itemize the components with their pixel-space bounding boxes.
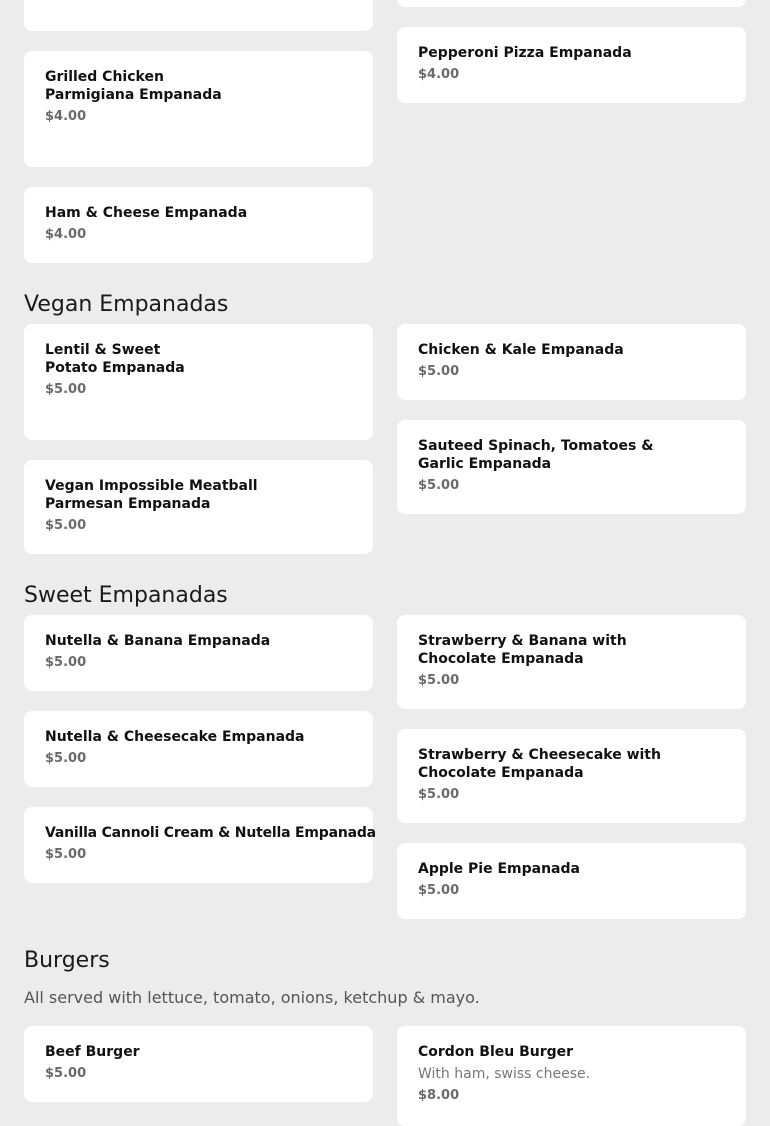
item-name: Sauteed Spinach, Tomatoes & Garlic Empanada <box>418 438 654 472</box>
item-name: Pepperoni Pizza Empanada <box>418 45 632 61</box>
menu-item-card[interactable] <box>24 51 373 167</box>
menu-item-card[interactable] <box>397 615 746 709</box>
item-name: Vanilla Cannoli Cream & Nutella Empanada <box>45 825 376 841</box>
menu-item-card[interactable] <box>397 729 746 823</box>
menu-item-card[interactable] <box>397 324 746 400</box>
item-price: $5.00 <box>45 655 87 670</box>
item-name: Vegan Impossible Meatball Parmesan Empanada <box>45 478 258 512</box>
section-title-vegan-empanadas: Vegan Empanadas <box>24 292 229 317</box>
item-price: $8.00 <box>418 1088 460 1103</box>
item-price: $5.00 <box>45 518 87 533</box>
item-name: Nutella & Banana Empanada <box>45 633 271 649</box>
menu-item-card[interactable] <box>397 420 746 514</box>
item-name: Strawberry & Cheesecake with Chocolate Empanada <box>418 747 661 781</box>
menu-item-card-partial-right[interactable] <box>397 0 746 7</box>
item-name: Grilled Chicken Parmigiana Empanada <box>45 69 222 103</box>
item-name: Apple Pie Empanada <box>418 861 580 877</box>
section-subtitle-burgers: All served with lettuce, tomato, onions, ketchup & mayo. <box>24 988 480 1007</box>
item-price: $5.00 <box>45 847 87 862</box>
item-description: With ham, swiss cheese. <box>418 1066 591 1082</box>
menu-item-card-partial-left[interactable] <box>24 0 373 31</box>
item-name: Lentil & Sweet Potato Empanada <box>45 342 185 376</box>
menu-item-card[interactable] <box>24 615 373 691</box>
section-title-sweet-empanadas: Sweet Empanadas <box>24 583 228 608</box>
menu-item-card[interactable] <box>397 1026 746 1126</box>
menu-item-card[interactable] <box>24 1026 373 1102</box>
item-price: $5.00 <box>418 673 460 688</box>
menu-item-card[interactable] <box>24 711 373 787</box>
item-price: $4.00 <box>45 109 87 124</box>
item-price: $4.00 <box>45 227 87 242</box>
menu-item-card[interactable] <box>24 324 373 440</box>
item-name: Strawberry & Banana with Chocolate Empanada <box>418 633 627 667</box>
item-name: Nutella & Cheesecake Empanada <box>45 729 305 745</box>
item-name: Cordon Bleu Burger <box>418 1044 574 1060</box>
item-price: $5.00 <box>418 883 460 898</box>
item-price: $5.00 <box>418 787 460 802</box>
item-price: $5.00 <box>45 751 87 766</box>
item-price: $5.00 <box>45 1066 87 1081</box>
item-name: Ham & Cheese Empanada <box>45 205 248 221</box>
menu-item-card[interactable] <box>24 187 373 263</box>
item-name: Beef Burger <box>45 1044 140 1060</box>
item-price: $5.00 <box>418 364 460 379</box>
menu-item-card[interactable] <box>397 27 746 103</box>
item-price: $5.00 <box>418 478 460 493</box>
menu-item-card[interactable] <box>24 807 376 883</box>
menu-item-card[interactable] <box>397 843 746 919</box>
item-price: $5.00 <box>45 382 87 397</box>
item-price: $4.00 <box>418 67 460 82</box>
section-title-burgers: Burgers <box>24 948 110 973</box>
item-name: Chicken & Kale Empanada <box>418 342 624 358</box>
menu-item-card[interactable] <box>24 460 373 554</box>
